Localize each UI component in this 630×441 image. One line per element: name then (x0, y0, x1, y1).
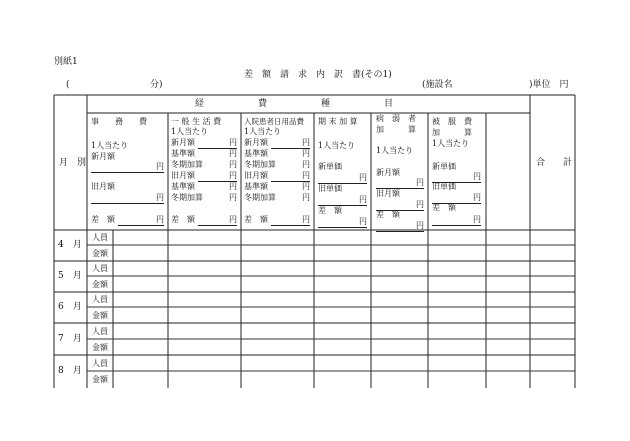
living-old-monthly: 旧月額 (171, 171, 195, 180)
weak-per-person: 1人当たり (376, 146, 414, 155)
living-new-winter: 冬期加算 (171, 160, 203, 169)
period-open-paren: ( (66, 80, 70, 90)
living-new-base: 基準額 (171, 149, 195, 158)
patient-old-base-yen: 円 (302, 182, 310, 191)
patient-old-winter-yen: 円 (302, 193, 310, 202)
patient-diff-yen: 円 (271, 215, 310, 226)
patient-new-monthly-yen: 円 (271, 138, 310, 149)
patient-old-monthly-yen: 円 (271, 171, 310, 182)
office-old-yen: 円 (91, 193, 164, 204)
weak-title-b: 加 算 (376, 125, 416, 134)
living-new-base-yen: 円 (229, 149, 237, 158)
patient-old-base: 基準額 (244, 182, 268, 191)
office-expense-title: 事 務 費 (91, 117, 147, 126)
weak-old-monthly: 旧月額 (376, 189, 400, 198)
office-diff-yen: 円 (118, 215, 164, 226)
patient-new-winter: 冬期加算 (244, 160, 276, 169)
patient-new-monthly: 新月額 (244, 138, 268, 147)
weak-new-monthly: 新月額 (376, 168, 400, 177)
clothing-title-b: 加 算 (432, 128, 472, 137)
patient-expense-title: 入院患者日用品費 (244, 117, 304, 126)
month-label: 5 月 (58, 271, 82, 281)
patient-old-winter: 冬期加算 (244, 193, 276, 202)
weak-new-yen: 円 (376, 178, 424, 189)
amount-label: 金額 (92, 280, 108, 289)
clothing-old-price: 旧単価 (432, 182, 456, 191)
weak-diff: 差 額 (376, 210, 400, 219)
attachment-label: 別紙1 (54, 57, 78, 67)
clothing-new-yen: 円 (432, 172, 481, 183)
headcount-label: 人員 (92, 359, 108, 368)
clothing-title-a: 被 服 費 (432, 117, 472, 126)
weak-old-yen: 円 (376, 200, 424, 211)
headcount-label: 人員 (92, 233, 108, 242)
amount-label: 金額 (92, 249, 108, 258)
clothing-diff: 差 額 (432, 203, 456, 212)
office-new-yen: 円 (91, 162, 164, 173)
living-old-winter: 冬期加算 (171, 193, 203, 202)
yearend-old-price: 旧単価 (318, 184, 342, 193)
headcount-label: 人員 (92, 327, 108, 336)
expense-type-header: 経 費 種 目 (195, 99, 394, 109)
yearend-old-yen: 円 (318, 195, 367, 206)
weak-title-a: 病 弱 者 (376, 114, 416, 123)
weak-diff-yen: 円 (376, 221, 424, 232)
patient-per-person: 1人当たり (244, 127, 282, 136)
living-per-person: 1人当たり (171, 127, 209, 136)
yearend-title: 期 末 加 算 (318, 117, 358, 126)
total-column-header: 合 計 (536, 158, 573, 168)
patient-old-monthly: 旧月額 (244, 171, 268, 180)
living-diff: 差 額 (171, 215, 195, 224)
office-new-monthly: 新月額 (91, 152, 115, 161)
yearend-new-price: 新単価 (318, 162, 342, 171)
clothing-diff-yen: 円 (432, 215, 481, 226)
period-bun: 分) (150, 80, 163, 90)
clothing-per-person: 1人当たり (432, 139, 470, 148)
form-title: 差 額 請 求 内 訳 書(その1) (244, 70, 392, 80)
living-old-base: 基準額 (171, 182, 195, 191)
living-old-winter-yen: 円 (229, 193, 237, 202)
headcount-label: 人員 (92, 264, 108, 273)
patient-new-base: 基準額 (244, 149, 268, 158)
month-label: 8 月 (58, 366, 82, 376)
office-per-person: 1人当たり (91, 141, 129, 150)
month-column-header: 月 別 (59, 158, 87, 168)
amount-label: 金額 (92, 375, 108, 384)
unit-label: )単位 円 (529, 80, 569, 90)
patient-new-base-yen: 円 (302, 149, 310, 158)
living-new-monthly: 新月額 (171, 138, 195, 147)
headcount-label: 人員 (92, 295, 108, 304)
clothing-old-yen: 円 (432, 193, 481, 204)
month-label: 7 月 (58, 334, 82, 344)
month-label: 4 月 (58, 240, 82, 250)
living-new-monthly-yen: 円 (198, 138, 237, 149)
yearend-diff-yen: 円 (318, 217, 367, 228)
yearend-per-person: 1人当たり (318, 141, 356, 150)
office-old-monthly: 旧月額 (91, 182, 115, 191)
office-expense-header (91, 117, 164, 127)
living-expense-title: 一 般 生 活 費 (171, 117, 222, 126)
living-diff-yen: 円 (198, 215, 237, 226)
yearend-diff: 差 額 (318, 206, 342, 215)
facility-name-label: (施設名 (422, 80, 453, 90)
amount-label: 金額 (92, 343, 108, 352)
patient-new-winter-yen: 円 (302, 160, 310, 169)
yearend-new-yen: 円 (318, 173, 367, 184)
office-diff: 差 額 (91, 215, 115, 224)
living-old-base-yen: 円 (229, 182, 237, 191)
living-old-monthly-yen: 円 (198, 171, 237, 182)
living-new-winter-yen: 円 (229, 160, 237, 169)
month-label: 6 月 (58, 302, 82, 312)
patient-diff: 差 額 (244, 215, 268, 224)
clothing-new-price: 新単価 (432, 162, 456, 171)
amount-label: 金額 (92, 311, 108, 320)
